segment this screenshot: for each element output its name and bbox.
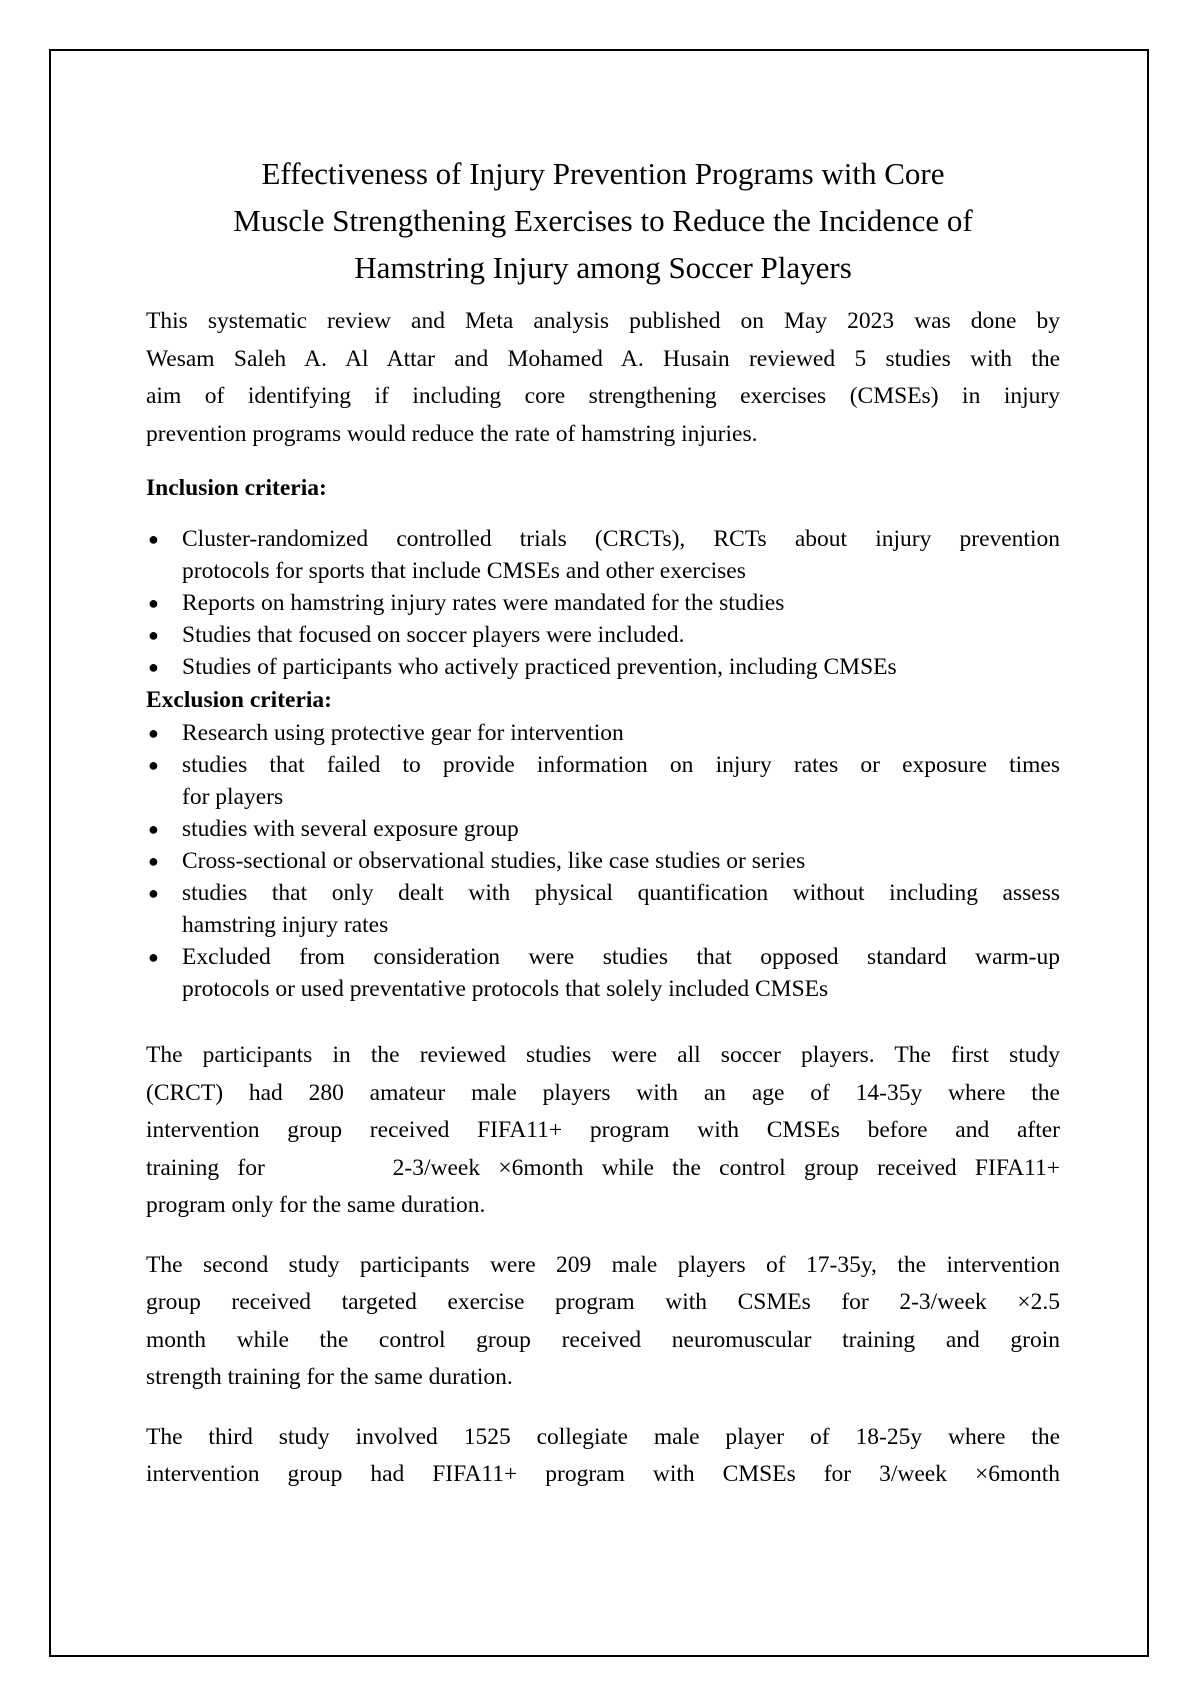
list-item-line: Excluded from consideration were studies that opposed standard warm-up — [182, 944, 1060, 970]
list-item — [146, 651, 1060, 683]
list-item-line: studies with several exposure group — [182, 816, 519, 842]
paragraph-line: (CRCT) had 280 amateur male players with an age of 14-35y where the — [146, 1079, 1060, 1106]
bullet-icon: ● — [148, 723, 159, 743]
study-two-paragraph — [146, 1247, 1060, 1397]
exclusion-heading: Exclusion criteria: — [146, 687, 333, 713]
paragraph-line: The third study involved 1525 collegiate male player of 18-25y where the — [146, 1423, 1060, 1450]
intro-paragraph — [146, 303, 1060, 453]
list-item-line: hamstring injury rates — [182, 912, 389, 938]
title-line: Muscle Strengthening Exercises to Reduce the Incidence of — [233, 203, 973, 238]
list-item-line: studies that only dealt with physical quantification without including assess — [182, 880, 1060, 906]
list-item-line: Studies that focused on soccer players were included. — [182, 622, 685, 648]
intro-line: prevention programs would reduce the rate of hamstring injuries. — [146, 420, 758, 447]
intro-line: This systematic review and Meta analysis published on May 2023 was done by — [146, 308, 1060, 334]
list-item — [146, 523, 1060, 587]
paragraph-line: intervention group received FIFA11+ program with CMSEs before and after — [146, 1117, 1060, 1143]
paragraph-line: group received targeted exercise program with CSMEs for 2-3/week ×2.5 — [146, 1289, 1060, 1315]
list-item-line: Research using protective gear for intervention — [182, 720, 624, 746]
inclusion-list — [146, 523, 1060, 683]
list-item — [146, 813, 1060, 845]
document-body — [146, 150, 1060, 1494]
study-three-paragraph — [146, 1419, 1060, 1494]
paragraph-line: month while the control group received neuromuscular training and groin — [146, 1326, 1060, 1353]
exclusion-list — [146, 717, 1060, 1005]
paragraph-line: The participants in the reviewed studies were all soccer players. The first study — [146, 1042, 1060, 1068]
bullet-icon: ● — [148, 819, 159, 839]
list-item — [146, 587, 1060, 619]
list-item — [146, 845, 1060, 877]
list-item — [146, 877, 1060, 941]
bullet-icon: ● — [148, 755, 159, 775]
bullet-icon: ● — [148, 883, 159, 903]
title-line: Hamstring Injury among Soccer Players — [354, 250, 852, 285]
title-line: Effectiveness of Injury Prevention Programs with Core — [261, 156, 945, 191]
intro-line: Wesam Saleh A. Al Attar and Mohamed A. Husain reviewed 5 studies with the — [146, 345, 1060, 372]
list-item — [146, 717, 1060, 749]
list-item — [146, 749, 1060, 813]
list-item-line: Cross-sectional or observational studies, like case studies or series — [182, 848, 806, 874]
paragraph-line: training for 2-3/week ×6month while the control group received FIFA11+ — [146, 1154, 1060, 1181]
list-item-line: Studies of participants who actively practiced prevention, including CMSEs — [182, 654, 897, 680]
list-item-line: protocols for sports that include CMSEs and other exercises — [182, 558, 746, 584]
list-item-line: Cluster-randomized controlled trials (CRCTs), RCTs about injury prevention — [182, 526, 1060, 552]
list-item-line: for players — [182, 784, 284, 810]
paragraph-line: program only for the same duration. — [146, 1192, 486, 1218]
bullet-icon: ● — [148, 657, 159, 677]
list-item-line: Reports on hamstring injury rates were mandated for the studies — [182, 590, 785, 616]
paragraph-line: The second study participants were 209 male players of 17-35y, the intervention — [146, 1251, 1060, 1278]
bullet-icon: ● — [148, 593, 159, 613]
bullet-icon: ● — [148, 851, 159, 871]
list-item-line: protocols or used preventative protocols that solely included CMSEs — [182, 976, 829, 1002]
bullet-icon: ● — [148, 947, 159, 967]
bullet-icon: ● — [148, 529, 159, 549]
intro-line: aim of identifying if including core strengthening exercises (CMSEs) in injury — [146, 383, 1060, 409]
bullet-icon: ● — [148, 625, 159, 645]
document-title — [146, 150, 1060, 291]
study-one-paragraph — [146, 1037, 1060, 1225]
list-item — [146, 619, 1060, 651]
list-item-line: studies that failed to provide information on injury rates or exposure times — [182, 752, 1060, 778]
paragraph-line: intervention group had FIFA11+ program with CMSEs for 3/week ×6month — [146, 1461, 1060, 1487]
paragraph-line: strength training for the same duration. — [146, 1364, 513, 1390]
inclusion-heading: Inclusion criteria: — [146, 475, 327, 501]
list-item — [146, 941, 1060, 1005]
